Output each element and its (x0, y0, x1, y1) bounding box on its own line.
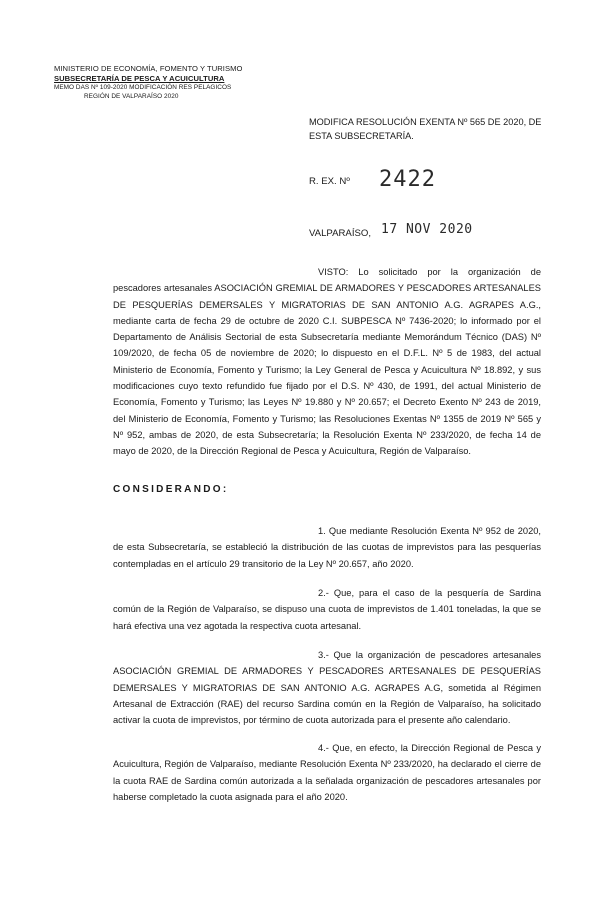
considerando-item-2: 2.- Que, para el caso de la pesquería de Sardina común de la Región de Valparaíso, se dispuso una cuota de imprevistos de 1.401 toneladas, la que se hará efectiva una vez agotada la respectiva cuota artesanal. (113, 588, 541, 631)
resolution-label: R. EX. Nº (309, 176, 350, 187)
subsecretaria-name: SUBSECRETARÍA DE PESCA Y ACUICULTURA (54, 74, 225, 83)
ministry-name: MINISTERIO DE ECONOMÍA, FOMENTO Y TURISMO (54, 64, 243, 73)
considerando-item-4: 4.- Que, en efecto, la Dirección Regional de Pesca y Acuicultura, Región de Valparaíso, mediante Resolución Exenta Nº 233/2020, ha declarado el cierre de la cuota RAE de Sardina común autorizada a la señalada organización de pescadores artesanales por haberse completado la cuota asignada para el año 2020. (113, 743, 541, 802)
letterhead (54, 64, 274, 101)
visto-paragraph: VISTO: Lo solicitado por la organización de pescadores artesanales ASOCIACIÓN GREMIAL DE ARMADORES Y PESCADORES ARTESANALES DE PESQUERÍAS DEMERSALES Y MIGRATORIAS DE SAN ANTONIO A.G. AGRAPES A.G., mediante carta de fecha 29 de octubre de 2020 C.I. SUBPESCA Nº 7436-2020; lo informado por el Departamento de Análisis Sectorial de esta Subsecretaría mediante Memorándum Técnico (DAS) Nº 109/2020, de fecha 05 de noviembre de 2020; lo dispuesto en el D.F.L. Nº 5 de 1983, del actual Ministerio de Economía, Fomento y Turismo; la Ley General de Pesca y Acuicultura Nº 18.892, y sus modificaciones cuyo texto refundido fue fijado por el D.S. Nº 430, de 1991, del actual Ministerio de Economía, Fomento y Turismo; las Leyes Nº 19.880 y Nº 20.657; el Decreto Exento Nº 243 de 2019, del Ministerio de Economía, Fomento y Turismo; las Resoluciones Exentas Nº 1355 de 2019 Nº 565 y Nº 952, ambas de 2020, de esta Subsecretaría; la Resolución Exenta Nº 233/2020, de fecha 14 de mayo de 2020, de la Dirección Regional de Pesca y Acuicultura, Región de Valparaíso. (113, 267, 541, 457)
considerando-heading: CONSIDERANDO: (113, 484, 229, 495)
considerando-item-3: 3.- Que la organización de pescadores artesanales ASOCIACIÓN GREMIAL DE ARMADORES Y PESCADORES ARTESANALES DE PESQUERÍAS DEMERSALES Y MIGRATORIAS DE SAN ANTONIO A.G. AGRAPES A.G, sometida al Régimen Artesanal de Extracción (RAE) del recurso Sardina común en la Región de Valparaíso, ha solicitado activar la cuota de imprevistos, por término de cuota autorizada para el presente año calendario. (113, 650, 541, 726)
memo-reference: MEMO DAS Nº 109-2020 MODIFICACIÓN RES PELAGICOS (54, 84, 232, 91)
resolution-number-stamp: 2422 (379, 167, 436, 192)
considerando-item-1: 1. Que mediante Resolución Exenta Nº 952 de 2020, de esta Subsecretaría, se estableció la distribución de las cuotas de imprevistos para las pesquerías contempladas en el artículo 29 transitorio de la Ley Nº 20.657, año 2020. (113, 526, 541, 569)
date-stamp: 17 NOV 2020 (381, 222, 473, 237)
region-reference: REGIÓN DE VALPARAÍSO 2020 (84, 92, 179, 100)
resolution-subject: MODIFICA RESOLUCIÓN EXENTA Nº 565 DE 2020, DE ESTA SUBSECRETARÍA. (309, 117, 542, 141)
place-label: VALPARAÍSO, (309, 228, 372, 239)
